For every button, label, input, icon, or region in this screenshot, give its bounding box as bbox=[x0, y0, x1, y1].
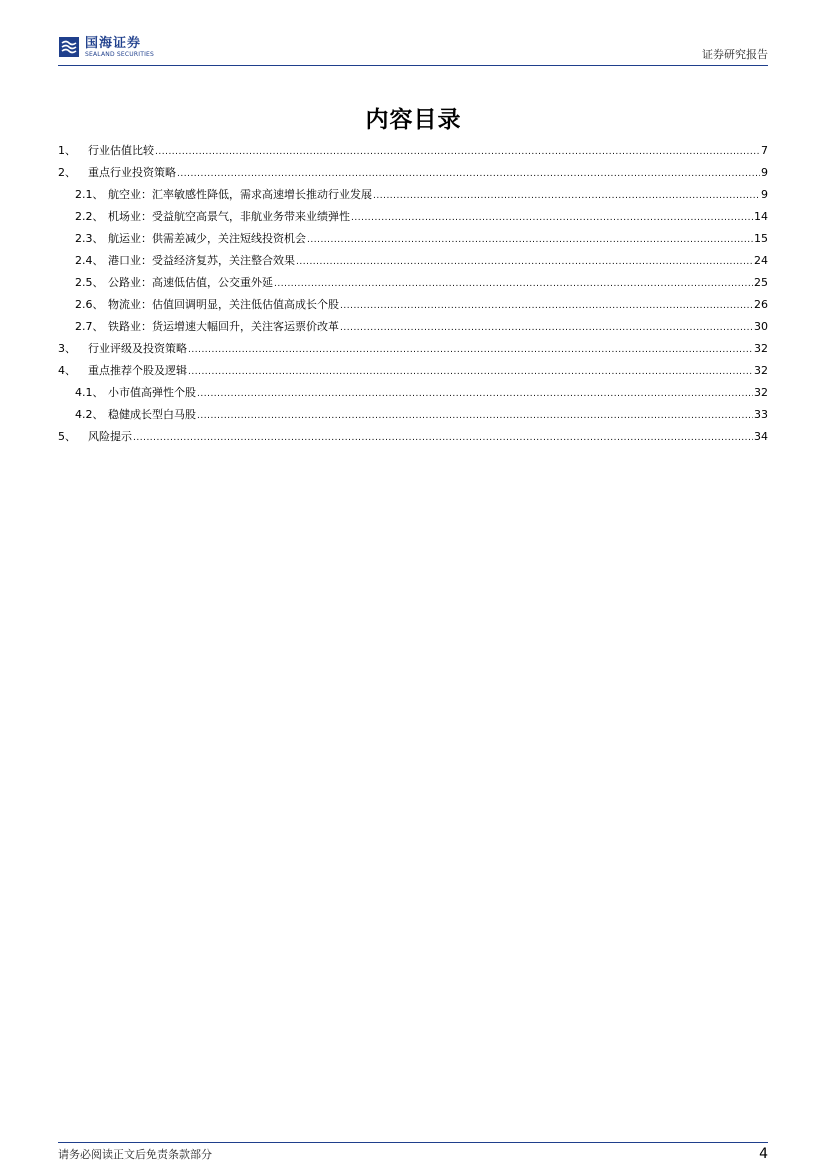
toc-leader-dots bbox=[177, 163, 760, 185]
toc-entry-title: 行业估值比较 bbox=[88, 144, 154, 157]
toc-entry-page: 24 bbox=[754, 254, 768, 267]
footer-divider bbox=[58, 1142, 768, 1143]
header-divider bbox=[58, 65, 768, 66]
toc-entry-title: 重点行业投资策略 bbox=[88, 166, 176, 179]
toc-entry-title: 铁路业：货运增速大幅回升，关注客运票价改革 bbox=[108, 320, 339, 333]
toc-entry-title: 稳健成长型白马股 bbox=[108, 408, 196, 421]
toc-entry-number: 4.2、 bbox=[75, 408, 104, 421]
toc-entry-number: 2、 bbox=[58, 166, 76, 179]
toc-entry-title: 港口业：受益经济复苏，关注整合效果 bbox=[108, 254, 295, 267]
toc-entry-title: 风险提示 bbox=[88, 430, 132, 443]
toc-entry[interactable] bbox=[58, 338, 768, 360]
toc-entry-title: 航空业：汇率敏感性降低，需求高速增长推动行业发展 bbox=[108, 188, 372, 201]
toc-entry-title: 行业评级及投资策略 bbox=[88, 342, 187, 355]
toc-entry-number: 2.1、 bbox=[75, 188, 104, 201]
toc-entry[interactable] bbox=[58, 382, 768, 404]
page-number: 4 bbox=[759, 1146, 768, 1162]
toc-entry[interactable] bbox=[58, 316, 768, 338]
toc-entry[interactable] bbox=[58, 360, 768, 382]
toc-entry[interactable] bbox=[58, 404, 768, 426]
toc-entry-page: 7 bbox=[761, 144, 768, 157]
logo-cn: 国海证券 bbox=[85, 35, 142, 51]
toc-entry-title: 物流业：估值回调明显，关注低估值高成长个股 bbox=[108, 298, 339, 311]
toc-entry-number: 4、 bbox=[58, 364, 76, 377]
toc-entry-page: 26 bbox=[754, 298, 768, 311]
toc-entry-number: 1、 bbox=[58, 144, 76, 157]
logo-en: SEALAND SECURITIES bbox=[85, 50, 155, 58]
toc-leader-dots bbox=[188, 339, 753, 361]
logo-text bbox=[85, 37, 154, 58]
toc-entry-number: 4.1、 bbox=[75, 386, 104, 399]
toc-entry[interactable] bbox=[58, 250, 768, 272]
toc-leader-dots bbox=[197, 405, 753, 427]
toc-leader-dots bbox=[340, 317, 753, 339]
toc-entry-page: 30 bbox=[754, 320, 768, 333]
report-type: 证券研究报告 bbox=[702, 48, 768, 61]
toc-entry-page: 9 bbox=[761, 188, 768, 201]
toc-leader-dots bbox=[188, 361, 753, 383]
toc-entry[interactable] bbox=[58, 162, 768, 184]
toc-leader-dots bbox=[373, 185, 760, 207]
toc-entry[interactable] bbox=[58, 294, 768, 316]
toc-entry[interactable] bbox=[58, 184, 768, 206]
toc-entry-number: 2.7、 bbox=[75, 320, 104, 333]
page-header bbox=[58, 34, 768, 62]
toc-leader-dots bbox=[133, 427, 753, 449]
sealand-logo-icon bbox=[58, 36, 80, 58]
toc-entry-title: 小市值高弹性个股 bbox=[108, 386, 196, 399]
company-logo bbox=[58, 36, 154, 58]
toc-entry-page: 32 bbox=[754, 386, 768, 399]
toc-entry-page: 34 bbox=[754, 430, 768, 443]
toc-entry[interactable] bbox=[58, 426, 768, 448]
toc-leader-dots bbox=[274, 273, 753, 295]
toc-entry-title: 航运业：供需差减少，关注短线投资机会 bbox=[108, 232, 306, 245]
toc-entry[interactable] bbox=[58, 272, 768, 294]
toc-leader-dots bbox=[307, 229, 753, 251]
toc-entry-number: 2.4、 bbox=[75, 254, 104, 267]
disclaimer-note: 请务必阅读正文后免责条款部分 bbox=[58, 1148, 212, 1161]
toc-entry-number: 2.2、 bbox=[75, 210, 104, 223]
toc-entry-number: 2.5、 bbox=[75, 276, 104, 289]
toc-entry-page: 14 bbox=[754, 210, 768, 223]
toc-entry-number: 2.6、 bbox=[75, 298, 104, 311]
toc-entry[interactable] bbox=[58, 206, 768, 228]
toc-entry-page: 15 bbox=[754, 232, 768, 245]
toc-entry-title: 公路业：高速低估值，公交重外延 bbox=[108, 276, 273, 289]
toc-entry-page: 33 bbox=[754, 408, 768, 421]
toc-entry-number: 3、 bbox=[58, 342, 76, 355]
toc-entry-title: 机场业：受益航空高景气，非航业务带来业绩弹性 bbox=[108, 210, 350, 223]
toc-entry[interactable] bbox=[58, 228, 768, 250]
table-of-contents bbox=[58, 140, 768, 448]
toc-entry-number: 2.3、 bbox=[75, 232, 104, 245]
toc-leader-dots bbox=[197, 383, 753, 405]
toc-leader-dots bbox=[351, 207, 753, 229]
toc-leader-dots bbox=[155, 141, 760, 163]
toc-entry-page: 32 bbox=[754, 364, 768, 377]
toc-entry-page: 9 bbox=[761, 166, 768, 179]
toc-entry-page: 32 bbox=[754, 342, 768, 355]
toc-leader-dots bbox=[340, 295, 753, 317]
page-title: 内容目录 bbox=[365, 106, 462, 133]
toc-entry-page: 25 bbox=[754, 276, 768, 289]
toc-entry-title: 重点推荐个股及逻辑 bbox=[88, 364, 187, 377]
toc-entry-number: 5、 bbox=[58, 430, 76, 443]
toc-leader-dots bbox=[296, 251, 753, 273]
toc-entry[interactable] bbox=[58, 140, 768, 162]
